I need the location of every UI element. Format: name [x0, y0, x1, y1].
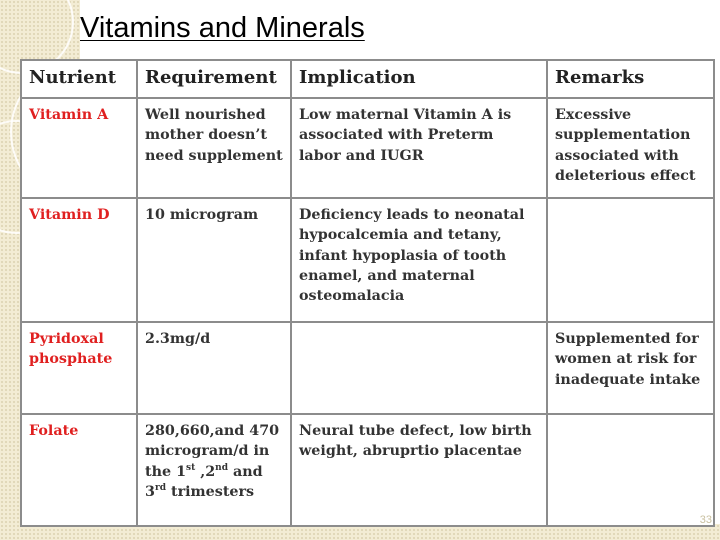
table-row	[21, 414, 714, 526]
requirement-text: and 3	[145, 463, 263, 500]
requirement-text: ,2	[195, 463, 216, 480]
implication-cell: Low maternal Vitamin A is associated with Preterm labor and IUGR	[291, 98, 547, 198]
nutrient-cell: Folate	[21, 414, 137, 526]
header-nutrient: Nutrient	[21, 60, 137, 98]
header-implication: Implication	[291, 60, 547, 98]
requirement-text: 280,660,and 470 microgram/d in the 1	[145, 423, 280, 480]
requirement-cell: Well nourished mother doesn’t need supplement	[137, 98, 291, 198]
table-row	[21, 98, 714, 198]
header-remarks: Remarks	[547, 60, 714, 98]
requirement-cell	[137, 414, 291, 526]
requirement-cell: 10 microgram	[137, 198, 291, 322]
table-row	[21, 198, 714, 322]
remarks-cell: Supplemented for women at risk for inadequate intake	[547, 322, 714, 414]
table-header-row	[21, 60, 714, 98]
ordinal-suffix: nd	[215, 462, 229, 473]
nutrient-table	[20, 59, 715, 527]
header-requirement: Requirement	[137, 60, 291, 98]
ordinal-suffix: rd	[154, 483, 166, 494]
implication-cell: Neural tube defect, low birth weight, abruprtio placentae	[291, 414, 547, 526]
page-number: 33	[699, 514, 712, 526]
nutrient-cell: Vitamin D	[21, 198, 137, 322]
ordinal-suffix: st	[186, 462, 196, 473]
requirement-text: trimesters	[166, 483, 255, 500]
remarks-cell	[547, 414, 714, 526]
implication-cell: Deficiency leads to neonatal hypocalcemia and tetany, infant hypoplasia of tooth enamel, and maternal osteomalacia	[291, 198, 547, 322]
nutrient-cell: Pyridoxal phosphate	[21, 322, 137, 414]
table-row	[21, 322, 714, 414]
requirement-cell: 2.3mg/d	[137, 322, 291, 414]
nutrient-cell: Vitamin A	[21, 98, 137, 198]
remarks-cell	[547, 198, 714, 322]
slide-title: Vitamins and Minerals	[80, 12, 365, 44]
nutrient-table-container	[20, 59, 713, 525]
implication-cell	[291, 322, 547, 414]
remarks-cell: Excessive supplementation associated with deleterious effect	[547, 98, 714, 198]
